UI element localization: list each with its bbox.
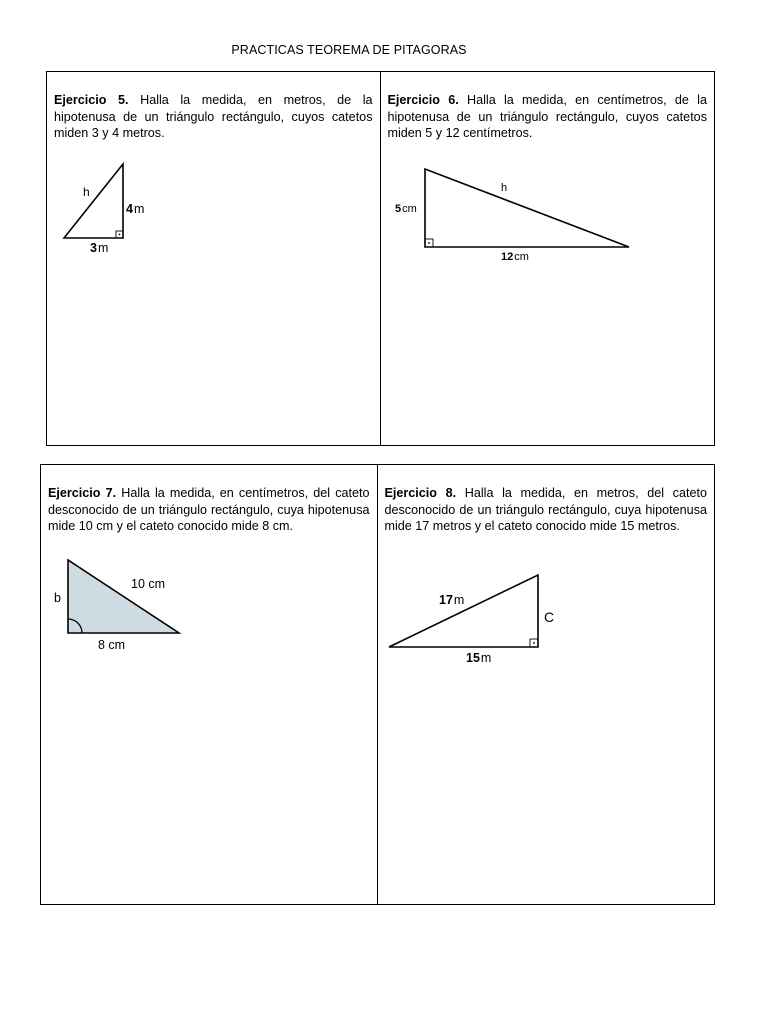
- exercise-7-triangle-figure: [41, 465, 383, 906]
- right-triangle: [389, 575, 538, 647]
- hypotenuse-label: h: [500, 182, 507, 194]
- right-angle-dot: [428, 242, 430, 244]
- exercise-5-text: Halla la medida, en metros, de la hipotenusa de un triángulo rectángulo, cuyos catetos miden 3 y 4 metros.: [54, 93, 373, 140]
- right-triangle: [425, 169, 629, 247]
- exercise-6-triangle-figure: [381, 72, 715, 447]
- exercise-7-text: Halla la medida, en centímetros, del cateto desconocido de un triángulo rectángulo, cuya hipotenusa mide 10 cm y el cateto conocido mide 8 cm.: [48, 486, 370, 533]
- exercise-6-cell: [381, 72, 715, 445]
- exercise-8-label: Ejercicio 8.: [384, 486, 457, 500]
- base-leg-label: 12cm: [500, 251, 529, 263]
- base-leg-label: 8 cm: [98, 638, 126, 652]
- right-triangle: [68, 560, 179, 633]
- exercise-5-label: Ejercicio 5.: [54, 93, 129, 107]
- hypotenuse-label: 17m: [438, 593, 464, 607]
- page-title: PRACTICAS TEOREMA DE PITAGORAS: [231, 43, 467, 57]
- exercise-8-triangle-figure: [378, 465, 711, 906]
- exercise-8-cell: [378, 465, 715, 904]
- hypotenuse-label: 10 cm: [131, 577, 166, 591]
- right-angle-dot: [119, 234, 121, 236]
- vertical-leg-label: C: [543, 609, 554, 625]
- base-leg-label: 3m: [90, 241, 109, 255]
- right-angle-dot: [533, 642, 535, 644]
- exercise-grid-top: [46, 71, 715, 446]
- exercise-7-cell: [41, 465, 378, 904]
- vertical-leg-label: 5cm: [394, 203, 417, 215]
- vertical-leg-label: b: [54, 591, 61, 605]
- right-triangle: [64, 164, 123, 238]
- exercise-6-text: Halla la medida, en centímetros, de la hipotenusa de un triángulo rectángulo, cuyos catetos miden 5 y 12 centímetros.: [387, 93, 707, 140]
- exercise-8-text: Halla la medida, en metros, del cateto desconocido de un triángulo rectángulo, cuya hipotenusa mide 17 metros y el cateto conocido mide 15 metros.: [384, 486, 707, 533]
- hypotenuse-label: h: [83, 185, 90, 199]
- base-leg-label: 15m: [465, 651, 491, 665]
- exercise-5-triangle-figure: [47, 72, 389, 447]
- exercise-7-label: Ejercicio 7.: [48, 486, 117, 500]
- vertical-leg-label: 4m: [126, 202, 145, 216]
- exercise-grid-bottom: [40, 464, 715, 905]
- exercise-6-label: Ejercicio 6.: [387, 93, 459, 107]
- exercise-5-cell: [47, 72, 381, 445]
